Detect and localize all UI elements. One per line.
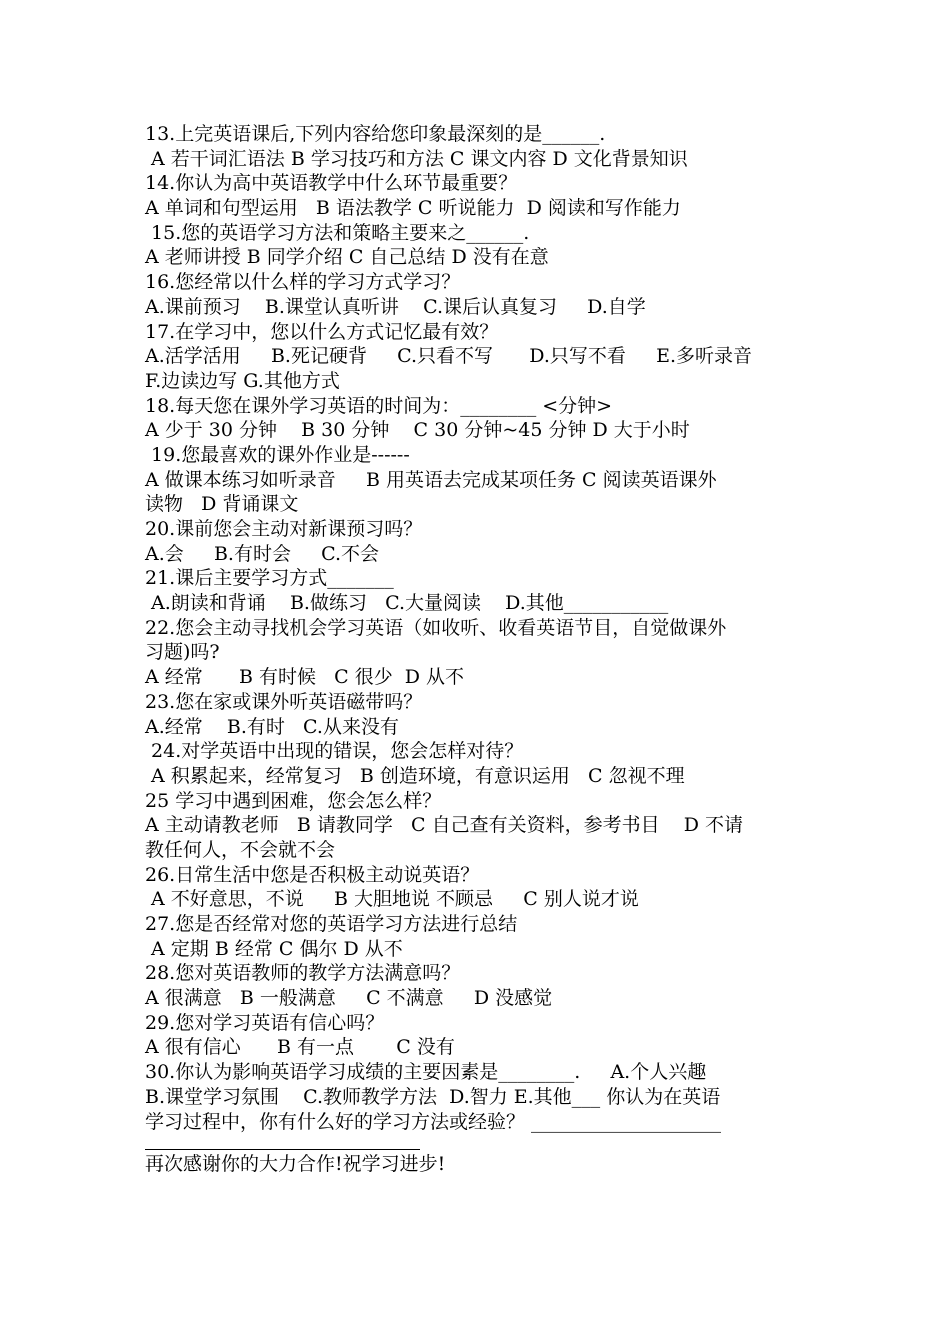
text-line: A 定期 B 经常 C 偶尔 D 从不 <box>145 937 403 960</box>
text-line: 29.您对学习英语有信心吗？ <box>145 1011 385 1034</box>
text-line: A.会 B.有时会 C.不会 <box>145 542 380 565</box>
text-line: 24.对学英语中出现的错误，您会怎样对待？ <box>145 740 524 763</box>
text-line: 21.课后主要学习方式_______ <box>145 567 394 590</box>
text-line: A.经常 B.有时 C.从来没有 <box>145 715 399 738</box>
text-line: A.朗读和背诵 B.做练习 C.大量阅读 D.其他___________ <box>145 592 669 615</box>
text-line: B.课堂学习氛围 C.教师教学方法 D.智力 E.其他___ 你认为在英语 <box>145 1085 721 1108</box>
text-line: 16.您经常以什么样的学习方式学习？ <box>145 271 461 294</box>
text-line: 30.你认为影响英语学习成绩的主要因素是________. A.个人兴趣 <box>145 1061 707 1084</box>
text-line: 教任何人，不会就不会 <box>145 838 336 861</box>
text-line: A.课前预习 B.课堂认真听讲 C.课后认真复习 D.自学 <box>145 295 646 318</box>
text-line: A 做课本练习如听录音 B 用英语去完成某项任务 C 阅读英语课外 <box>145 468 717 491</box>
text-line: 25 学习中遇到困难，您会怎么样？ <box>145 789 442 812</box>
text-line: A 不好意思，不说 B 大胆地说 不顾忌 C 别人说才说 <box>145 888 639 911</box>
text-line: A 主动请教老师 B 请教同学 C 自己查有关资料，参考书目 D 不请 <box>145 814 744 837</box>
text-line: 26.日常生活中您是否积极主动说英语？ <box>145 863 480 886</box>
text-line: A.活学活用 B.死记硬背 C.只看不写 D.只写不看 E.多听录音 <box>145 345 752 368</box>
text-line: 读物 D 背诵课文 <box>145 493 299 516</box>
text-line: 17.在学习中，您以什么方式记忆最有效？ <box>145 320 499 343</box>
text-line: 27.您是否经常对您的英语学习方法进行总结 <box>145 913 518 935</box>
text-line: A 单词和句型运用 B 语法教学 C 听说能力 D 阅读和写作能力 <box>145 197 681 220</box>
text-line: A 少于 30 分钟 B 30 分钟 C 30 分钟~45 分钟 D 大于小时 <box>145 419 690 442</box>
text-line: 23.您在家或课外听英语磁带吗？ <box>145 690 423 713</box>
text-line: 学习过程中，你有什么好的学习方法或经验？ ____________________ <box>145 1110 722 1133</box>
text-line: A 很有信心 B 有一点 C 没有 <box>145 1036 455 1059</box>
text-line: 19.您最喜欢的课外作业是------ <box>145 443 410 466</box>
text-line: 习题)吗? <box>145 641 220 664</box>
text-line: 18.每天您在课外学习英语的时间为：________ <分钟> <box>145 394 613 417</box>
text-line: 15.您的英语学习方法和策略主要来之______. <box>145 221 530 244</box>
text-line: 13.上完英语课后,下列内容给您印象最深刻的是______. <box>145 123 606 145</box>
text-line: A 经常 B 有时候 C 很少 D 从不 <box>145 666 465 689</box>
text-line: 14.你认为高中英语教学中什么环节最重要？ <box>145 172 518 195</box>
text-line: A 若干词汇语法 B 学习技巧和方法 C 课文内容 D 文化背景知识 <box>145 147 688 170</box>
text-line: 22.您会主动寻找机会学习英语（如收听、收看英语节目，自觉做课外 <box>145 616 727 639</box>
closing-message: 再次感谢你的大力合作!祝学习进步! <box>145 1153 446 1176</box>
text-line: F.边读边写 G.其他方式 <box>145 369 340 392</box>
answer-blank-line <box>145 1148 420 1150</box>
text-line: A 很满意 B 一般满意 C 不满意 D 没感觉 <box>145 987 553 1010</box>
text-line: A 老师讲授 B 同学介绍 C 自己总结 D 没有在意 <box>145 246 549 269</box>
questionnaire-body <box>145 122 810 1177</box>
text-line: 28.您对英语教师的教学方法满意吗？ <box>145 962 461 985</box>
text-line: 20.课前您会主动对新课预习吗？ <box>145 518 423 540</box>
text-line: A 积累起来，经常复习 B 创造环境，有意识运用 C 忽视不理 <box>145 764 685 787</box>
